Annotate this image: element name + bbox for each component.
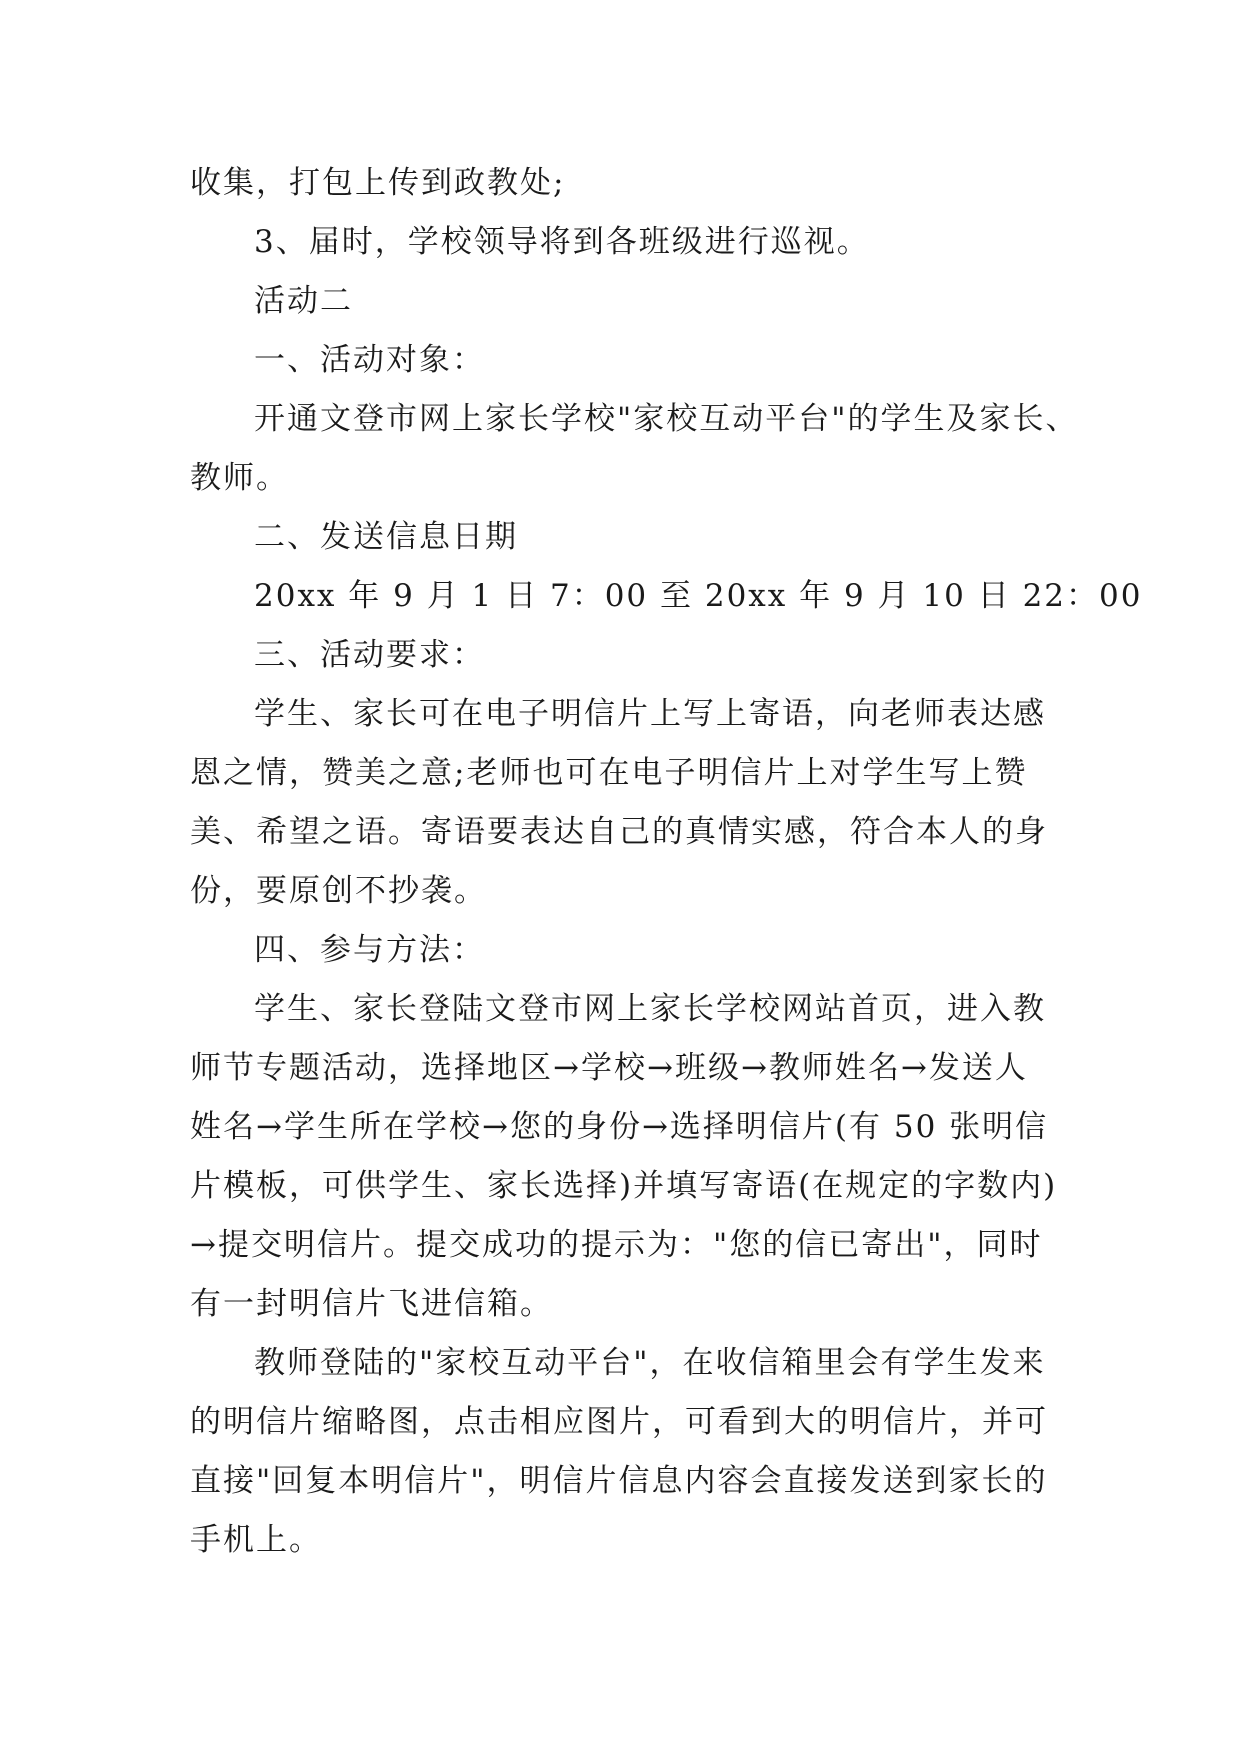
date-range-line: 20xx 年 9 月 1 日 7：00 至 20xx 年 9 月 10 日 22：00	[254, 578, 1143, 614]
text-line: 教师。	[190, 460, 289, 496]
text-line: 手机上。	[190, 1522, 322, 1558]
subsection-heading: 一、活动对象：	[254, 342, 485, 378]
text-line: 片模板，可供学生、家长选择)并填写寄语(在规定的字数内)	[190, 1168, 1058, 1204]
text-line: 开通文登市网上家长学校"家校互动平台"的学生及家长、	[254, 401, 1079, 437]
text-line: 教师登陆的"家校互动平台"，在收信箱里会有学生发来	[254, 1345, 1046, 1381]
text-line: 份，要原创不抄袭。	[190, 873, 487, 909]
section-heading: 活动二	[254, 283, 353, 319]
text-line: →提交明信片。提交成功的提示为："您的信已寄出"，同时	[190, 1227, 1043, 1263]
text-line: 收集，打包上传到政教处;	[190, 165, 566, 201]
text-line: 美、希望之语。寄语要表达自己的真情实感，符合本人的身	[190, 814, 1048, 850]
text-line: 有一封明信片飞进信箱。	[190, 1286, 553, 1322]
text-line: 学生、家长登陆文登市网上家长学校网站首页，进入教	[254, 991, 1046, 1027]
text-line: 恩之情，赞美之意;老师也可在电子明信片上对学生写上赞	[190, 755, 1028, 791]
text-line: 3、届时，学校领导将到各班级进行巡视。	[254, 224, 870, 260]
subsection-heading: 三、活动要求：	[254, 637, 485, 673]
text-line: 姓名→学生所在学校→您的身份→选择明信片(有 50 张明信	[190, 1109, 1049, 1145]
text-line: 直接"回复本明信片"，明信片信息内容会直接发送到家长的	[190, 1463, 1048, 1499]
subsection-heading: 四、参与方法：	[254, 932, 485, 968]
subsection-heading: 二、发送信息日期	[254, 519, 518, 555]
text-line: 的明信片缩略图，点击相应图片，可看到大的明信片，并可	[190, 1404, 1048, 1440]
text-line: 师节专题活动，选择地区→学校→班级→教师姓名→发送人	[190, 1050, 1028, 1086]
document-body	[190, 154, 1143, 1570]
text-line: 学生、家长可在电子明信片上写上寄语，向老师表达感	[254, 696, 1046, 732]
